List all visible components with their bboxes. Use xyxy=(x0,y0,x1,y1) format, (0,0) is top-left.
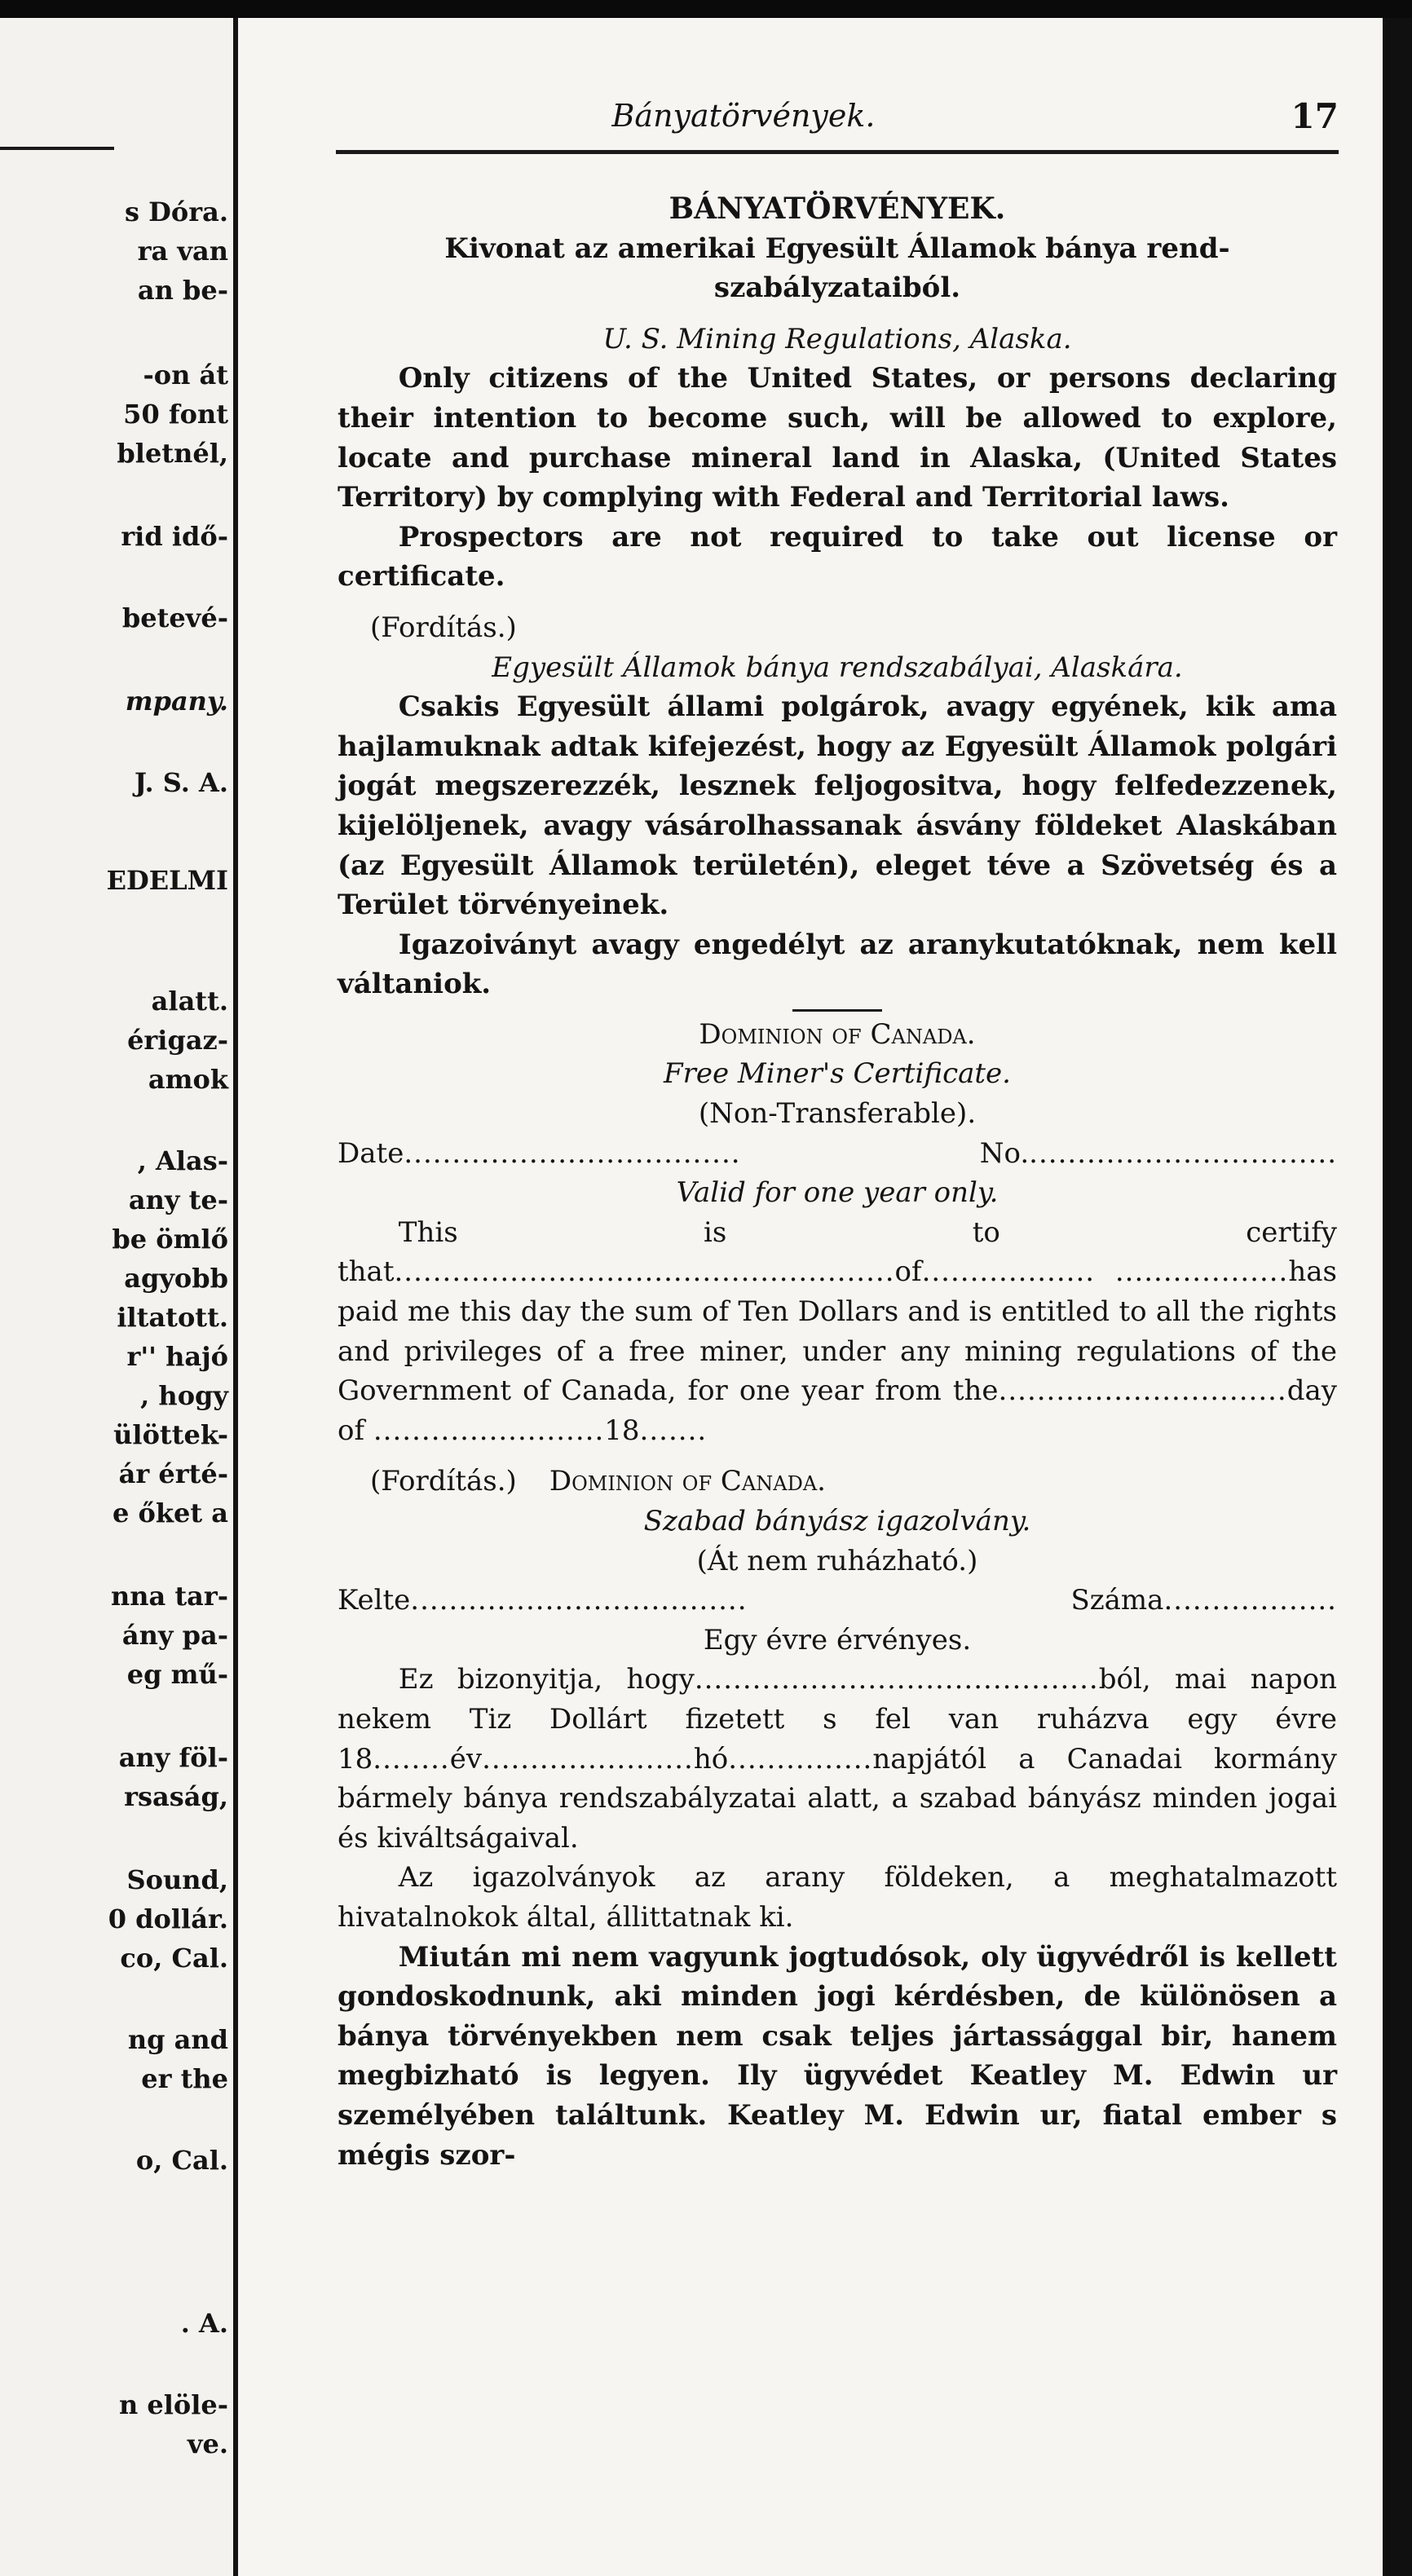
left-page-fragment: any föl- xyxy=(118,1742,228,1773)
left-page-fragment: eg mű- xyxy=(126,1659,228,1690)
szama-blank: .................. xyxy=(1163,1584,1337,1617)
right-page xyxy=(238,18,1383,2576)
us-regulations-paragraph-2: Prospectors are not required to take out license or certificate. xyxy=(338,520,1337,593)
hungarian-validity-note: Egy évre érvényes. xyxy=(703,1623,972,1656)
left-page-fragment: agyobb xyxy=(124,1263,228,1294)
hungarian-paragraph-certificates: Az igazolványok az arany földeken, a meghatalmazott hivatalnokok által, állittatnak ki. xyxy=(338,1861,1337,1934)
certify-day-of: day of xyxy=(338,1374,1337,1447)
certify-of: of xyxy=(894,1255,922,1289)
left-page-fragment: er the xyxy=(141,2063,228,2094)
left-page-fragment: alatt. xyxy=(151,986,228,1017)
left-page-fragment: ra van xyxy=(137,236,228,267)
hungarian-regulations-heading: Egyesült Államok bánya rendszabályai, Alaskára. xyxy=(492,651,1183,684)
left-page-fragment: ány pa- xyxy=(121,1620,228,1651)
hungarian-paragraph-lawyer: Miután mi nem vagyunk jogtudósok, oly ügyvédről is kellett gondoskodnunk, aki minden jogi kérdésben, de különösen a bánya törvényekben nem csak teljes jártassággal bir, hanem megbizható is legyen. Ily ügyvédet Keatley M. Edwin ur személyében találtunk. Keatley M. Edwin ur, fiatal ember s mégis szor- xyxy=(338,1940,1337,2172)
szama-field xyxy=(1070,1581,1337,1621)
section-subtitle: Kivonat az amerikai Egyesült Államok bánya rend-szabályzataiból. xyxy=(444,232,1230,305)
left-page-fragment: ülöttek- xyxy=(113,1419,228,1450)
page-body xyxy=(338,189,1337,2175)
szama-label: Száma xyxy=(1070,1584,1164,1617)
section-title: BÁNYATÖRVÉNYEK. xyxy=(668,192,1006,226)
left-page-fragment: iltatott. xyxy=(117,1302,228,1333)
dominion-heading-2: Dominion of Canada. xyxy=(549,1465,826,1498)
certificate-title: Free Miner's Certificate. xyxy=(664,1057,1011,1091)
hungarian-certificate-title: Szabad bányász igazolvány. xyxy=(643,1505,1031,1537)
left-page-fragment: 50 font xyxy=(123,399,228,430)
date-field xyxy=(338,1134,741,1174)
hu-cert-year-prefix: 18 xyxy=(338,1742,373,1775)
left-page-fragment: rid idő- xyxy=(121,521,228,552)
hungarian-non-transferable-note: (Át nem ruházható.) xyxy=(696,1544,978,1577)
kelte-label: Kelte xyxy=(338,1584,411,1617)
left-page-fragment: betevé- xyxy=(121,602,228,633)
left-page-fragment: be ömlő xyxy=(112,1224,228,1255)
left-page-fragment: , Alas- xyxy=(137,1145,228,1176)
left-page-fragment: r'' hajó xyxy=(126,1341,228,1372)
left-page-fragment: n elöle- xyxy=(118,2389,228,2420)
left-facing-page xyxy=(0,18,233,2576)
validity-note: Valid for one year only. xyxy=(676,1176,999,1210)
scan-border-top xyxy=(0,0,1412,18)
certify-blank-place: .................. xyxy=(921,1255,1096,1289)
left-page-fragment: co, Cal. xyxy=(120,1943,228,1974)
page-number: 17 xyxy=(1291,96,1339,136)
left-page-fragment: amok xyxy=(148,1064,228,1095)
left-page-fragment: any te- xyxy=(128,1184,228,1215)
left-page-fragment: ár érté- xyxy=(118,1458,228,1489)
left-page-fragment: rsaság, xyxy=(124,1781,228,1812)
hu-cert-body-2: napjától a Canadai kormány bármely bánya rendszabályzatai alatt, a szabad bányász minden jogai és kiváltságaival. xyxy=(338,1742,1337,1855)
left-page-fragment: ng and xyxy=(127,2024,228,2055)
left-page-fragment: érigaz- xyxy=(127,1025,228,1056)
left-page-fragment: Sound, xyxy=(126,1864,228,1895)
us-regulations-heading: U. S. Mining Regulations, Alaska. xyxy=(602,322,1072,355)
header-rule xyxy=(336,150,1339,154)
left-page-fragment: ve. xyxy=(187,2428,228,2459)
translation-row-2 xyxy=(338,1462,1337,1502)
date-number-row xyxy=(338,1134,1337,1174)
running-header xyxy=(336,91,1339,140)
certify-opening: This is to certify that xyxy=(338,1215,1337,1289)
number-blank: ................................ xyxy=(1029,1136,1337,1170)
left-page-header-rule xyxy=(0,147,114,150)
hu-cert-blank-month: ...................... xyxy=(482,1742,694,1775)
dominion-heading-1: Dominion of Canada. xyxy=(699,1017,976,1051)
hungarian-regulations-paragraph-2: Igazoiványt avagy engedélyt az aranykutatóknak, nem kell váltaniok. xyxy=(338,928,1337,1001)
kelte-field xyxy=(338,1581,748,1621)
certify-blank-year: ....... xyxy=(639,1414,708,1447)
date-blank: ................................... xyxy=(404,1136,741,1170)
left-page-fragment: . A. xyxy=(180,2308,228,2339)
left-page-fragment: an be- xyxy=(137,275,228,306)
hu-cert-blank-place: .......................................... xyxy=(694,1663,1099,1696)
left-page-fragment: 0 dollár. xyxy=(108,1903,228,1934)
hu-cert-ev: év xyxy=(449,1742,483,1775)
certify-year-prefix: 18 xyxy=(604,1414,640,1447)
non-transferable-note: (Non-Transferable). xyxy=(698,1097,977,1131)
left-page-fragment: J. S. A. xyxy=(134,767,228,798)
left-page-fragment: mpany. xyxy=(125,686,228,717)
left-page-fragment: nna tar- xyxy=(110,1581,228,1612)
left-page-fragment: bletnél, xyxy=(117,438,228,469)
certify-body: has paid me this day the sum of Ten Dollars and is entitled to all the rights and privileges of a free miner, under any mining regulations of the Government of Canada, for one year from the xyxy=(338,1255,1337,1408)
hungarian-regulations-paragraph-1: Csakis Egyesült állami polgárok, avagy egyének, kik ama hajlamuknak adtak kifejezést, hogy az Egyesült Államok polgári jogát megszerezzék, lesznek feljogositva, hogy felfedezzenek, kijelöljenek, avagy vásárolhassanak ásvány földeket Alaskában (az Egyesült Államok területén), eleget téve a Szövetség és a Terület törvényeinek. xyxy=(338,690,1337,922)
certify-blank-month: ........................ xyxy=(373,1414,605,1447)
certify-blank-day: .............................. xyxy=(998,1374,1287,1408)
left-page-fragment: s Dóra. xyxy=(125,196,228,227)
hu-cert-body-1: ból, mai napon nekem Tiz Dollárt fizetett s fel van ruházva egy évre xyxy=(338,1663,1337,1736)
kelte-szama-row xyxy=(338,1581,1337,1621)
left-page-fragment: e őket a xyxy=(112,1498,228,1528)
section-divider xyxy=(792,1009,882,1012)
left-page-fragment: o, Cal. xyxy=(135,2145,228,2176)
number-field xyxy=(980,1134,1337,1174)
translation-label-1: (Fordítás.) xyxy=(370,611,517,644)
hu-cert-blank-day: ............... xyxy=(728,1742,873,1775)
hungarian-certificate-text xyxy=(338,1660,1337,1858)
hu-cert-blank-year: ........ xyxy=(373,1742,450,1775)
scan-border-right xyxy=(1383,18,1412,2576)
running-title: Bányatörvények. xyxy=(611,98,876,134)
hu-cert-opening: Ez bizonyitja, hogy xyxy=(398,1663,695,1696)
date-label: Date xyxy=(338,1136,404,1170)
number-label: No. xyxy=(979,1136,1030,1170)
translation-label-2: (Fordítás.) xyxy=(370,1465,517,1498)
certify-blank-name: .................................................... xyxy=(394,1255,895,1289)
certificate-text xyxy=(338,1213,1337,1451)
certify-blank-place-cont: .................. xyxy=(1114,1255,1289,1289)
left-page-fragment: , hogy xyxy=(140,1380,228,1411)
left-page-fragment: EDELMI xyxy=(106,865,228,896)
kelte-blank: ................................... xyxy=(410,1584,748,1617)
hu-cert-ho: hó xyxy=(693,1742,729,1775)
us-regulations-paragraph-1: Only citizens of the United States, or persons declaring their intention to become such, will be allowed to explore, locate and purchase mineral land in Alaska, (United States Territory) by complying with Federal and Territorial laws. xyxy=(338,362,1337,514)
left-page-fragment: -on át xyxy=(143,359,228,390)
